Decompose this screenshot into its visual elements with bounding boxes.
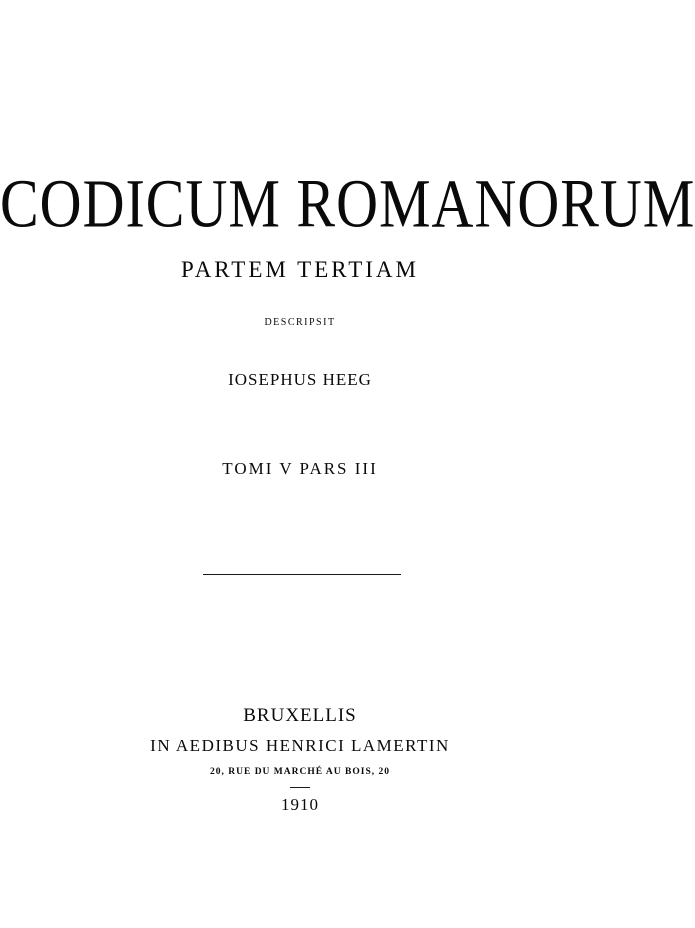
- publisher-name: IN AEDIBUS HENRICI LAMERTIN: [150, 736, 450, 755]
- publication-year: 1910: [281, 795, 319, 814]
- publisher-address: 20, RUE DU MARCHÉ AU BOIS, 20: [210, 767, 390, 777]
- horizontal-divider: [203, 574, 401, 575]
- subtitle: PARTEM TERTIAM: [181, 257, 419, 282]
- volume-label: TOMI V PARS III: [222, 459, 378, 478]
- author-name: IOSEPHUS HEEG: [228, 370, 372, 389]
- descripsit-label: DESCRIPSIT: [264, 317, 336, 328]
- short-dash-divider: [290, 787, 310, 788]
- publication-city: BRUXELLIS: [243, 705, 357, 726]
- main-title: CODICUM ROMANORUM: [0, 165, 695, 242]
